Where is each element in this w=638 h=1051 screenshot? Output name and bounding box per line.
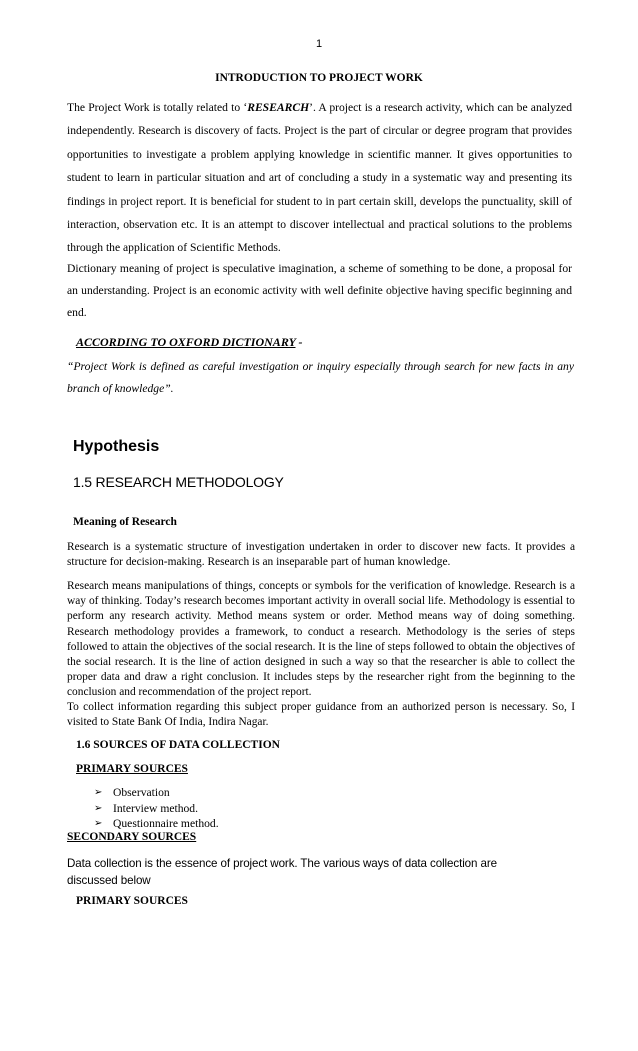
list-item <box>94 785 219 801</box>
primary-sources-label: PRIMARY SOURCES <box>76 763 188 775</box>
primary-sources-list <box>94 785 219 832</box>
meaning-paragraph: Research is a systematic structure of investigation undertaken in order to discover new facts. It provides a structure for decision-making. Research is an inseparable part of human knowledge. <box>67 541 575 569</box>
primary-sources-label-2: PRIMARY SOURCES <box>76 895 188 907</box>
oxford-quote: “Project Work is defined as careful investigation or inquiry especially through search for new facts in any branch of knowledge”. <box>67 360 574 395</box>
data-collection-paragraph: Data collection is the essence of project work. The various ways of data collection are discussed below <box>67 857 497 887</box>
document-title: INTRODUCTION TO PROJECT WORK <box>215 72 423 84</box>
secondary-sources-label: SECONDARY SOURCES <box>67 831 197 843</box>
list-item <box>94 816 219 832</box>
intro-text-start: The Project Work is totally related to ‘ <box>67 101 248 114</box>
list-item-text: Interview method. <box>113 801 198 815</box>
methodology-paragraph: Research means manipulations of things, concepts or symbols for the verification of knowledge. Research is a way of thinking. Today’s research becomes important activity in overall social life. Methodology is essential to perform any research activity. Method means system or order. Method means way of doing something. Research methodology provides a framework, to conduct a research. Methodology is the series of steps followed to attain the objectives of the social research. It is the line of steps followed to obtain the objectives of the social research. It is the line of action designed in such a way so that the researcher is able to collect the proper data and draw a right conclusion. It includes steps by the researcher right from the beginning to the conclusion and recommendation of the project report. <box>67 580 575 699</box>
oxford-heading <box>76 335 303 350</box>
oxford-heading-dash: - <box>295 335 303 349</box>
arrow-bullet-icon: ➢ <box>94 818 103 830</box>
page-number: 1 <box>315 38 323 50</box>
sources-heading: 1.6 SOURCES OF DATA COLLECTION <box>76 739 280 751</box>
list-item-text: Observation <box>113 786 170 799</box>
oxford-heading-text: ACCORDING TO OXFORD DICTIONARY <box>76 335 296 349</box>
intro-paragraph <box>67 96 572 260</box>
collect-info-paragraph: To collect information regarding this subject proper guidance from an authorized person is necessary. So, I visited to State Bank Of India, Indira Nagar. <box>67 701 575 729</box>
intro-text-rest: ’. A project is a research activity, which can be analyzed independently. Research is discovery of facts. Project is the part of circular or degree program that provides opportunities to investigate a problem applying knowledge in scientific manner. It gives opportunities to student to learn in particular situation and art of concluding a study in a systematic way and presenting its findings in project report. It is beneficial for student to in part certain skill, develops the punctuality, skill of interaction, observation etc. It is an attempt to discover intellectual and practical solutions to the problems through the application of Scientific Methods. <box>67 101 572 255</box>
arrow-bullet-icon: ➢ <box>94 787 103 798</box>
hypothesis-heading: Hypothesis <box>73 438 160 455</box>
arrow-bullet-icon: ➢ <box>94 802 103 814</box>
meaning-of-research-heading: Meaning of Research <box>73 516 177 528</box>
list-item-text: Questionnaire method. <box>113 817 219 831</box>
list-item <box>94 801 219 817</box>
intro-bold-word: RESEARCH <box>247 101 310 114</box>
dictionary-paragraph: Dictionary meaning of project is speculative imagination, a scheme of something to be done, a proposal for an understanding. Project is an economic activity with well definite objective having specific beginning and end. <box>67 262 572 319</box>
research-methodology-heading: 1.5 RESEARCH METHODOLOGY <box>73 474 284 490</box>
